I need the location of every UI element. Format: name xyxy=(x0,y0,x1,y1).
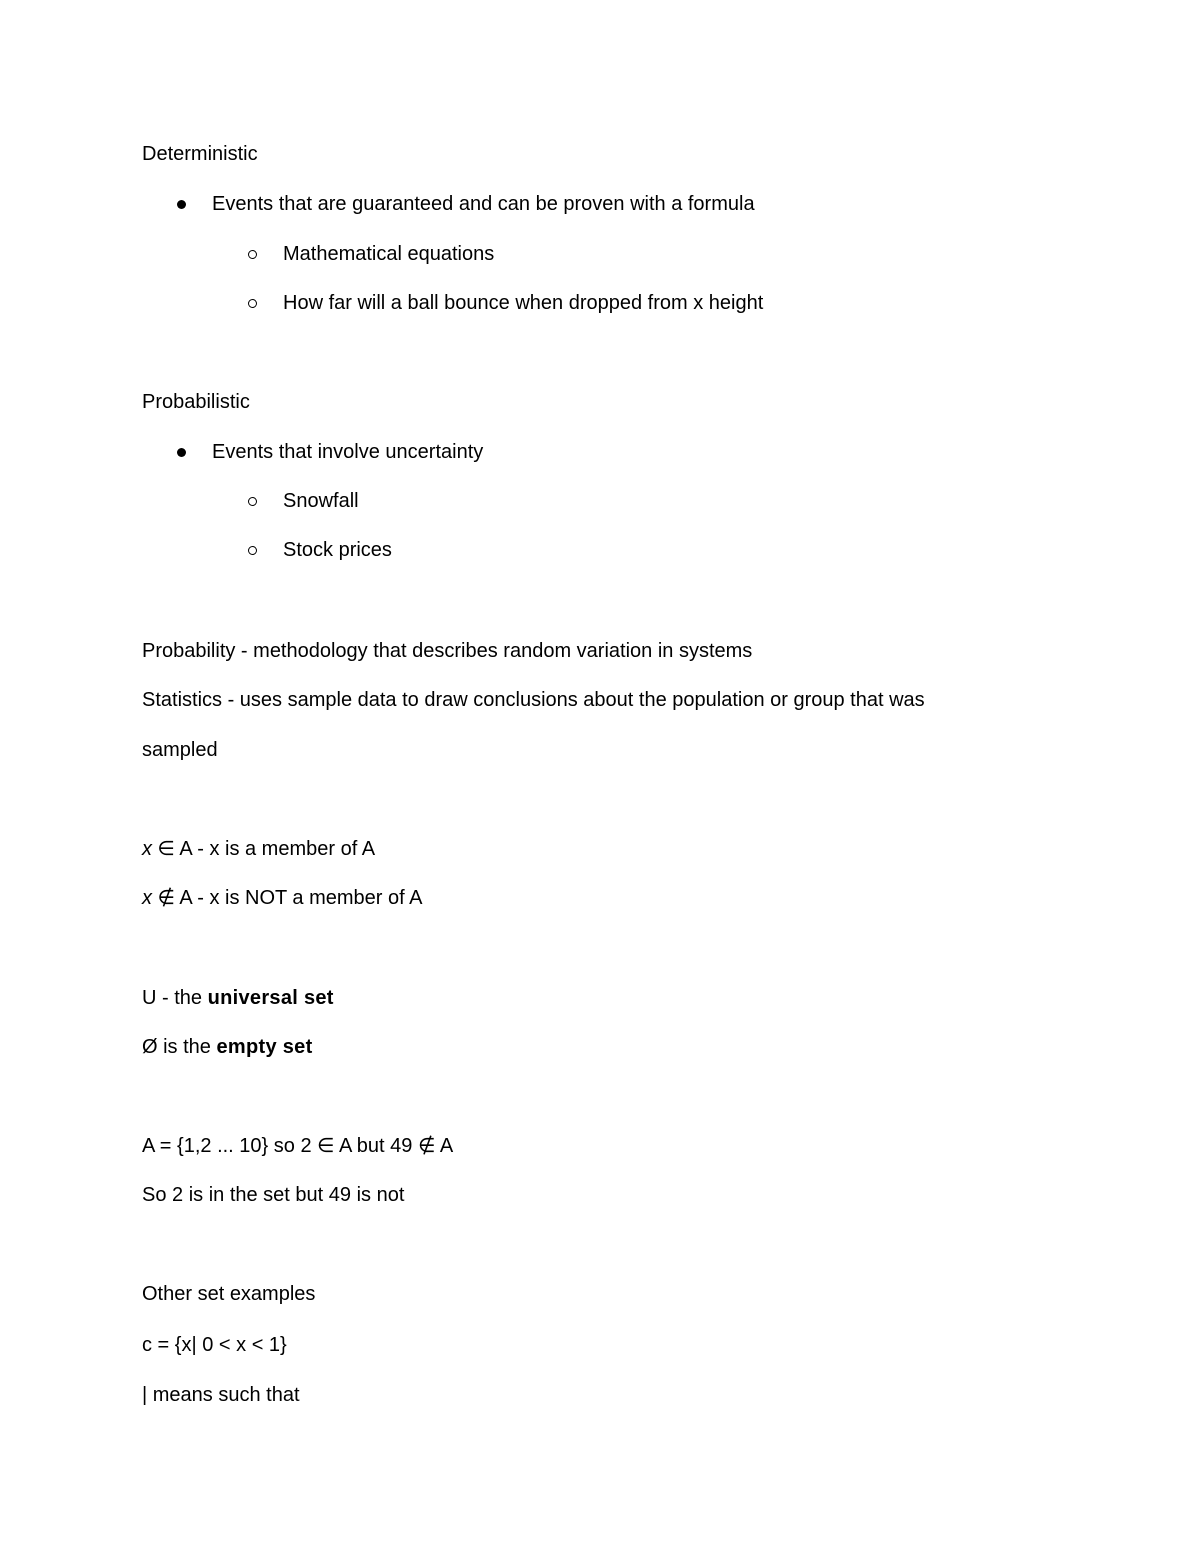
list-item: Events that are guaranteed and can be proven with a formula xyxy=(212,193,755,215)
hollow-bullet-icon xyxy=(248,299,257,308)
definition-probability: Probability - methodology that describes random variation in systems xyxy=(142,640,753,662)
heading-probabilistic: Probabilistic xyxy=(142,391,250,413)
definition-statistics-cont: sampled xyxy=(142,739,218,761)
non-membership-line xyxy=(142,886,422,910)
definition-statistics: Statistics - uses sample data to draw conclusions about the population or group that was xyxy=(142,689,925,711)
set-example-explanation: So 2 is in the set but 49 is not xyxy=(142,1184,405,1206)
bullet-icon xyxy=(177,200,186,209)
membership-text: ∈ A - x is a member of A xyxy=(152,838,376,860)
list-subitem: How far will a ball bounce when dropped from x height xyxy=(283,292,764,314)
bullet-icon xyxy=(177,448,186,457)
empty-set-term: empty set xyxy=(216,1036,313,1058)
non-membership-text: ∉ A - x is NOT a member of A xyxy=(152,887,423,909)
set-example: A = {1,2 ... 10} so 2 ∈ A but 49 ∉ A xyxy=(142,1135,454,1157)
list-subitem: Stock prices xyxy=(283,539,392,561)
hollow-bullet-icon xyxy=(248,250,257,259)
heading-deterministic: Deterministic xyxy=(142,143,258,165)
list-subitem: Mathematical equations xyxy=(283,243,495,265)
universal-set-line xyxy=(142,986,334,1010)
heading-other-set-examples: Other set examples xyxy=(142,1283,316,1305)
universal-set-prefix: U - the xyxy=(142,987,208,1009)
list-subitem: Snowfall xyxy=(283,490,359,512)
such-that-note: | means such that xyxy=(142,1384,300,1406)
hollow-bullet-icon xyxy=(248,546,257,555)
empty-set-line xyxy=(142,1035,313,1059)
variable-x: x xyxy=(142,838,152,860)
variable-x: x xyxy=(142,887,152,909)
hollow-bullet-icon xyxy=(248,497,257,506)
membership-line xyxy=(142,837,375,861)
universal-set-term: universal set xyxy=(207,987,334,1009)
empty-set-prefix: Ø is the xyxy=(142,1036,217,1058)
list-item: Events that involve uncertainty xyxy=(212,441,484,463)
set-builder-example: c = {x| 0 < x < 1} xyxy=(142,1334,287,1356)
